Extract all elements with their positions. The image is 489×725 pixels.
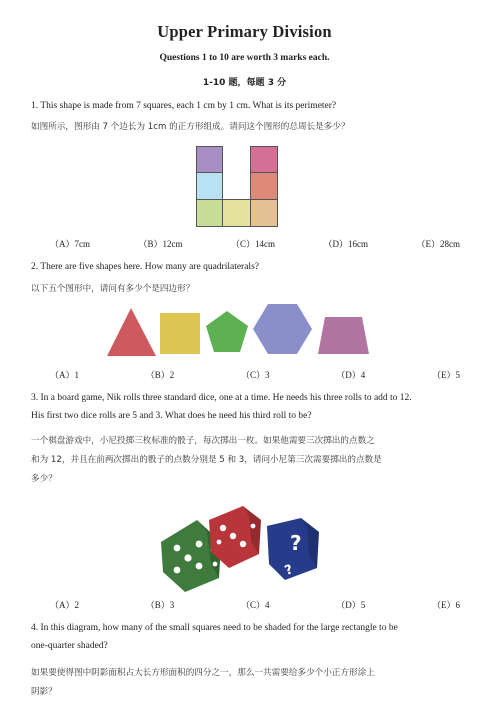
option-b[interactable]: （B）2 [145, 370, 175, 380]
section-subtitle: Questions 1 to 10 are worth 3 marks each. [159, 53, 330, 63]
question-1-text: 1. This shape is made from 7 squares, each 1 cm by 1 cm. What is its perimeter? [31, 101, 337, 111]
option-e[interactable]: （E）28cm [416, 239, 460, 249]
question-4-line: one-quarter shaded? [31, 641, 108, 651]
question-3-line-cn: 一个棋盘游戏中，小尼投掷三枚标准的骰子，每次掷出一枚。如果他需要三次掷出的点数之 [31, 436, 375, 446]
question-1-options [50, 237, 460, 250]
option-d[interactable]: （D）5 [336, 600, 366, 610]
triangle-shape [107, 308, 156, 356]
pentagon-shape [206, 311, 248, 352]
question-3-text-cn [31, 432, 456, 489]
square [250, 199, 278, 227]
square [222, 199, 251, 227]
page-title: Upper Primary Division [157, 22, 332, 41]
question-4-line-cn: 阴影？ [31, 687, 57, 697]
question-2-options [50, 368, 460, 381]
option-d[interactable]: （D）4 [336, 370, 366, 380]
option-c[interactable]: （C）14cm [231, 239, 275, 249]
question-4-line: 4. In this diagram, how many of the small squares need to be shaded for the large rectangle to be [31, 623, 398, 633]
question-3-line: His first two dice rolls are 5 and 3. What does he need his third roll to be? [31, 411, 312, 421]
die-question-mark: ? [290, 531, 302, 555]
square-shape [160, 313, 200, 354]
question-2-text: 2. There are five shapes here. How many are quadrilaterals? [31, 262, 259, 272]
question-2-text-cn: 以下五个图形中，请问有多少个是四边形？ [31, 284, 195, 294]
question-3-options [50, 598, 460, 611]
square [250, 146, 278, 173]
die-blue [267, 518, 319, 580]
die-question-mark: ? [282, 562, 296, 579]
question-3-line: 3. In a board game, Nik rolls three standard dice, one at a time. He needs his three rolls to add to 12. [31, 393, 412, 403]
question-4-text-cn [31, 664, 456, 702]
option-e[interactable]: （E）6 [431, 600, 460, 610]
option-b[interactable]: （B）12cm [138, 239, 183, 249]
question-1-figure [196, 146, 279, 227]
square [196, 199, 223, 227]
question-3-line-cn: 和为 12，并且在前两次掷出的骰子的点数分别是 5 和 3，请问小尼第三次需要掷出的点数是 [31, 455, 382, 465]
hexagon-shape [253, 304, 312, 354]
question-3-text [31, 389, 456, 425]
square [250, 172, 278, 200]
question-4-text [31, 619, 456, 655]
question-4-line-cn: 如果要使得图中阴影面积占大长方形面积的四分之一，那么一共需要给多少个小正方形涂上 [31, 668, 375, 678]
option-c[interactable]: （C）4 [240, 600, 270, 610]
section-subtitle-cn: 1-10 题，每题 3 分 [202, 78, 287, 88]
question-1-text-cn: 如图所示，图形由 7 个边长为 1cm 的正方形组成。请问这个图形的总周长是多少？ [31, 122, 350, 132]
trapezoid-shape [318, 317, 369, 354]
square [196, 172, 223, 200]
square [196, 146, 223, 173]
option-a[interactable]: （A）7cm [50, 239, 90, 249]
option-a[interactable]: （A）1 [50, 370, 79, 380]
option-b[interactable]: （B）3 [145, 600, 175, 610]
question-3-dice [155, 502, 325, 594]
question-2-shapes [105, 304, 375, 362]
option-a[interactable]: （A）2 [50, 600, 79, 610]
option-c[interactable]: （C）3 [240, 370, 270, 380]
question-3-line-cn: 多少？ [31, 474, 57, 484]
option-d[interactable]: （D）16cm [323, 239, 368, 249]
option-e[interactable]: （E）5 [431, 370, 460, 380]
